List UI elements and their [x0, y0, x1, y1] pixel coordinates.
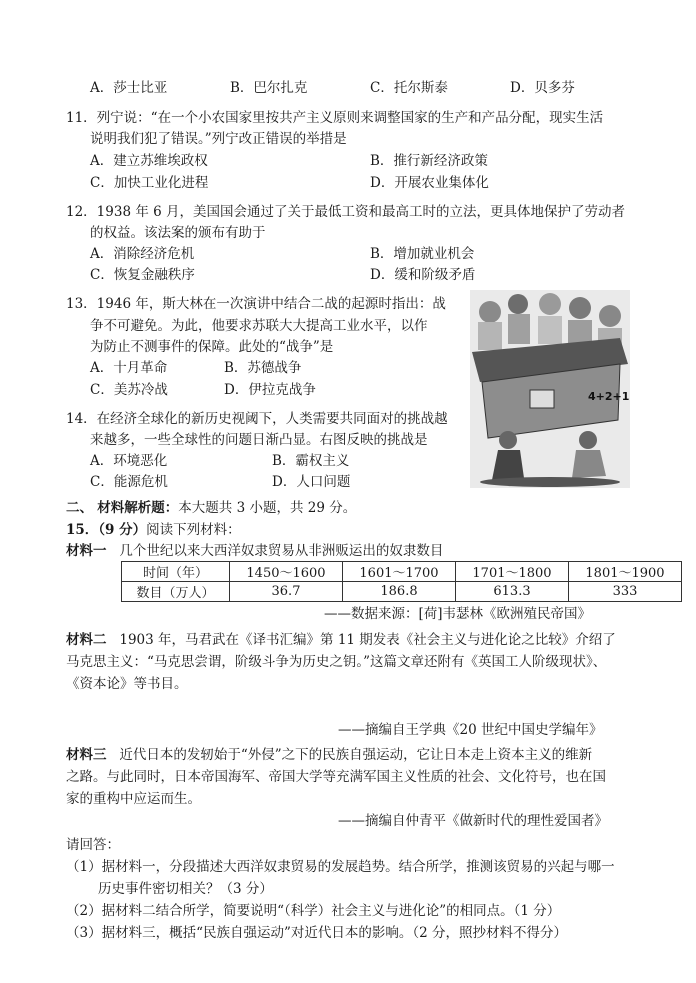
table-cell: 36.7 — [230, 582, 343, 602]
q13-stem-line3: 为防止不测事件的保障。此处的“战争”是 — [90, 339, 334, 355]
material3-line2: 之路。与此同时，日本帝国海军、帝国大学等充满军国主义性质的社会、文化符号，也在国 — [66, 769, 606, 785]
table-cell: 数目（万人） — [122, 582, 230, 602]
section2-text: 本大题共 3 小题，共 29 分。 — [178, 500, 357, 516]
q15-heading — [66, 520, 241, 540]
material3-line3: 家的重构中应运而生。 — [66, 791, 201, 807]
section2-num: 二、 — [66, 500, 93, 516]
q10-option-b: B．巴尔扎克 — [230, 80, 308, 96]
table-cell: 1801～1900 — [569, 562, 682, 582]
table-row — [122, 582, 682, 602]
material1-title-line — [66, 541, 443, 561]
slave-trade-table — [121, 561, 682, 602]
q12-option-d: D．缓和阶级矛盾 — [370, 267, 476, 283]
q14-option-d: D．人口问题 — [272, 474, 351, 490]
q13-option-a: A．十月革命 — [90, 360, 168, 376]
q12-option-c: C．恢复金融秩序 — [90, 267, 195, 283]
q13-option-b: B．苏德战争 — [224, 360, 302, 376]
material2-source: ——摘编自王学典《20 世纪中国史学编年》 — [338, 722, 603, 738]
material1-label: 材料一 — [66, 543, 107, 559]
material2-line1 — [66, 630, 616, 650]
table-cell: 1601～1700 — [343, 562, 456, 582]
q14-stem-line1: 14．在经济全球化的新历史视阈下，人类需要共同面对的挑战越 — [66, 411, 448, 427]
material3-label: 材料三 — [66, 747, 107, 763]
q11-option-a: A．建立苏维埃政权 — [90, 153, 208, 169]
q15-intro: 阅读下列材料： — [146, 522, 241, 538]
section2-label: 材料解析题： — [97, 500, 179, 516]
table-cell: 333 — [569, 582, 682, 602]
q14-option-b: B．霸权主义 — [272, 453, 350, 469]
q11-option-d: D．开展农业集体化 — [370, 175, 489, 191]
table-cell: 186.8 — [343, 582, 456, 602]
q13-stem-line2: 争不可避免。为此，他要求苏联大大提高工业水平，以作 — [90, 318, 428, 334]
cartoon-drawing — [470, 290, 630, 488]
q14-option-a: A．环境恶化 — [90, 453, 168, 469]
q11-option-c: C．加快工业化进程 — [90, 175, 209, 191]
q12-option-a: A．消除经济危机 — [90, 246, 195, 262]
table-cell: 时间（年） — [122, 562, 230, 582]
table-cell: 613.3 — [456, 582, 569, 602]
subquestion-2: （2）据材料二结合所学，简要说明“（科学）社会主义与进化论”的相同点。（1 分） — [66, 903, 561, 919]
material2-label: 材料二 — [66, 632, 107, 648]
subquestion-3: （3）据材料三，概括“民族自强运动”对近代日本的影响。（2 分，照抄材料不得分） — [66, 925, 568, 941]
house-sign-text: 4+2+1 — [588, 390, 630, 403]
q14-option-c: C．能源危机 — [90, 474, 168, 490]
material1-title: 几个世纪以来大西洋奴隶贸易从非洲贩运出的奴隶数目 — [119, 543, 444, 559]
q13-option-d: D．伊拉克战争 — [224, 382, 316, 398]
material3-text-line1: 近代日本的发轫始于“外侵”之下的民族自强运动，它让日本走上资本主义的维新 — [119, 747, 593, 763]
material2-text-line1: 1903 年，马君武在《译书汇编》第 11 期发表《社会主义与进化论之比较》介绍了 — [119, 632, 616, 648]
material2-line3: 《资本论》等书目。 — [66, 676, 188, 692]
subquestion-1-line2: 历史事件密切相关？（3 分） — [98, 881, 273, 897]
material1-source: ——数据来源：[荷]韦瑟林《欧洲殖民帝国》 — [324, 606, 592, 622]
q11-stem-line1: 11．列宁说：“在一个小农国家里按共产主义原则来调整国家的生产和产品分配，现实生活 — [66, 110, 604, 126]
q13-stem-line1: 13．1946 年，斯大林在一次演讲中结合二战的起源时指出：战 — [66, 296, 446, 312]
q14-stem-line2: 来越多，一些全球性的问题日渐凸显。右图反映的挑战是 — [90, 432, 428, 448]
section2-heading — [66, 498, 356, 518]
material3-line1 — [66, 745, 592, 765]
q12-stem-line2: 的权益。该法案的颁布有助于 — [90, 225, 266, 241]
q10-option-a: A．莎士比亚 — [90, 80, 168, 96]
q12-option-b: B．增加就业机会 — [370, 246, 475, 262]
table-cell: 1701～1800 — [456, 562, 569, 582]
subquestion-1-line1: （1）据材料一，分段描述大西洋奴隶贸易的发展趋势。结合所学，推测该贸易的兴起与哪一 — [66, 859, 615, 875]
q12-stem-line1: 12．1938 年 6 月，美国国会通过了关于最低工资和最高工时的立法，更具体地保护了劳动者 — [66, 204, 625, 220]
q13-option-c: C．美苏冷战 — [90, 382, 168, 398]
q11-option-b: B．推行新经济政策 — [370, 153, 488, 169]
table-cell: 1450～1600 — [230, 562, 343, 582]
q10-option-d: D．贝多芬 — [510, 80, 575, 96]
q10-option-c: C．托尔斯泰 — [370, 80, 448, 96]
material3-source: ——摘编自仲青平《做新时代的理性爱国者》 — [338, 813, 608, 829]
q11-stem-line2: 说明我们犯了错误。”列宁改正错误的举措是 — [90, 131, 347, 147]
cartoon-illustration — [470, 290, 630, 488]
table-row — [122, 562, 682, 582]
question-prompt: 请回答： — [66, 837, 120, 853]
q15-head: 15．（9 分） — [66, 522, 147, 538]
material2-line2: 马克思主义：“马克思尝谓，阶级斗争为历史之钥。”这篇文章还附有《英国工人阶级现状》、 — [66, 654, 607, 670]
